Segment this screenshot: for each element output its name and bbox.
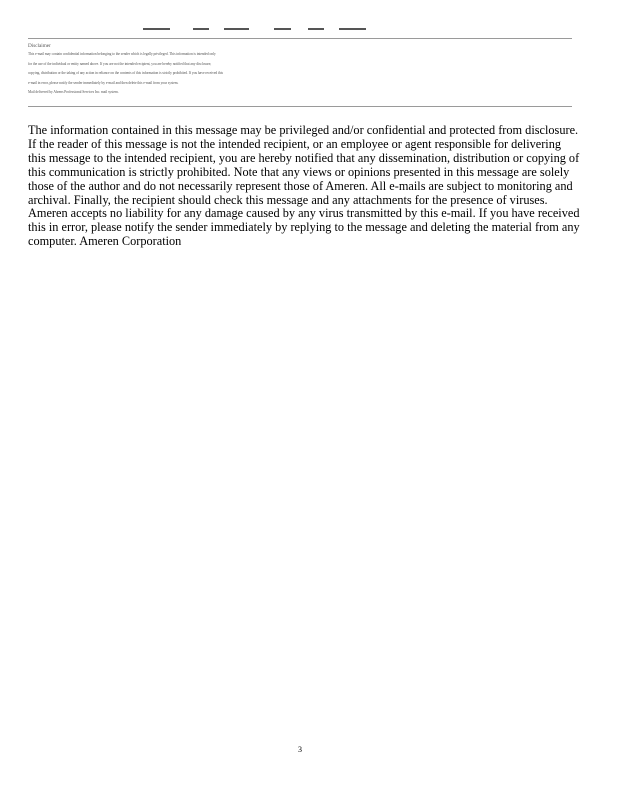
- notice-line: this message to the intended recipient, you are hereby notified that any dissemination, distribution or copying of: [28, 150, 580, 165]
- header-mark: [339, 28, 366, 30]
- header-mark: [143, 28, 170, 30]
- disclaimer-line: for the use of the individual or entity named above. If you are not the intended recipient, you are hereby notified that any disclosure,: [28, 61, 212, 66]
- disclaimer-block: [28, 43, 268, 98]
- disclaimer-title: Disclaimer: [28, 43, 51, 49]
- disclaimer-line: copying, distribution or the taking of any action in reliance on the contents of this information is strictly prohibited. If you have received this: [28, 71, 223, 75]
- bottom-divider: [28, 106, 572, 107]
- notice-line: this in error, please notify the sender immediately by replying to the message and deleting the material from any: [28, 220, 580, 235]
- notice-line: The information contained in this message may be privileged and/or confidential and protected from disclosure.: [28, 123, 579, 137]
- confidentiality-notice: [28, 123, 580, 249]
- notice-line: Ameren accepts no liability for any damage caused by any virus transmitted by this e-mail. If you have received: [28, 206, 580, 221]
- page-number: 3: [298, 745, 302, 754]
- notice-line: those of the author and do not necessarily represent those of Ameren. All e-mails are subject to monitoring and: [28, 178, 573, 193]
- disclaimer-line: e-mail in error, please notify the sender immediately by e-mail and then delete this e-mail from your system.: [28, 80, 179, 85]
- header-mark: [308, 28, 324, 30]
- notice-line: If the reader of this message is not the intended recipient, or an employee or agent responsible for delivering: [28, 136, 562, 151]
- header-mark: [274, 28, 291, 30]
- disclaimer-line: Mail delivered by Ahrens Professional Services Inc. mail system.: [28, 90, 119, 94]
- notice-line: this communication is strictly prohibited. Note that any views or opinions presented in this message are solely: [28, 164, 570, 179]
- header-mark: [224, 28, 249, 30]
- notice-line: computer. Ameren Corporation: [28, 234, 182, 249]
- header-mark: [193, 28, 209, 30]
- header-marks: [0, 26, 618, 32]
- disclaimer-line: This e-mail may contain confidential information belonging to the sender which is legally privileged. This information is intended only: [28, 52, 216, 56]
- notice-line: archival. Finally, the recipient should check this message and any attachments for the presence of viruses.: [28, 192, 548, 207]
- top-divider: [28, 38, 572, 39]
